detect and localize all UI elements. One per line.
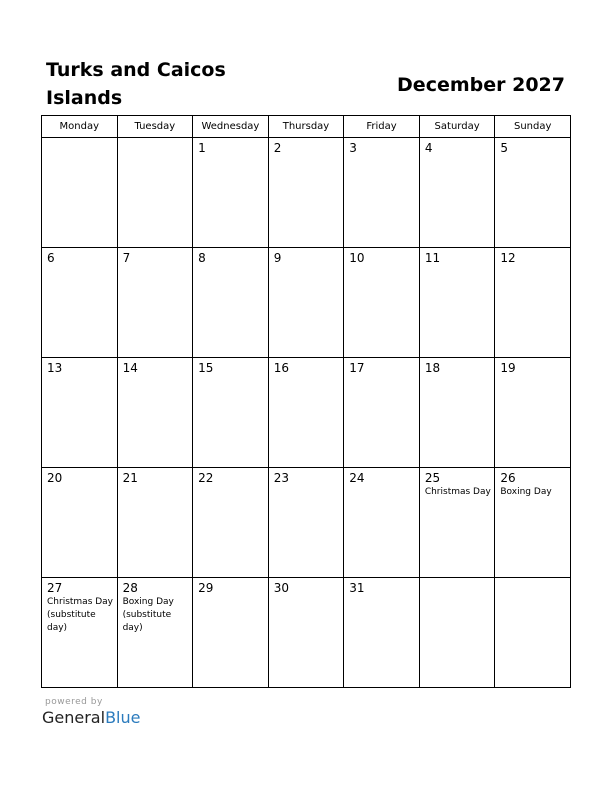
day-cell <box>117 468 193 578</box>
day-cell <box>344 138 420 248</box>
day-cell <box>193 578 269 688</box>
day-cell <box>268 248 344 358</box>
day-cell <box>193 248 269 358</box>
weekday-header-tuesday: Tuesday <box>117 116 193 138</box>
day-cell <box>419 358 495 468</box>
day-number: 14 <box>122 361 138 375</box>
day-cell <box>117 578 193 688</box>
day-cell <box>42 468 118 578</box>
weekday-header-sunday: Sunday <box>495 116 571 138</box>
month-year-title: December 2027 <box>397 74 565 96</box>
day-number: 26 <box>500 471 516 485</box>
day-cell <box>495 248 571 358</box>
day-number: 10 <box>349 251 365 265</box>
day-number: 8 <box>198 251 206 265</box>
logo-text-general: General <box>42 708 106 727</box>
day-cell <box>193 138 269 248</box>
weekday-header-saturday: Saturday <box>419 116 495 138</box>
day-number: 30 <box>273 581 289 595</box>
day-cell <box>268 358 344 468</box>
day-cell <box>42 248 118 358</box>
day-cell <box>268 468 344 578</box>
week-row <box>42 468 571 578</box>
day-number: 20 <box>47 471 63 485</box>
day-cell <box>42 578 118 688</box>
day-cell <box>344 578 420 688</box>
weekday-header-friday: Friday <box>344 116 420 138</box>
day-number <box>42 138 117 141</box>
day-number <box>420 578 495 581</box>
day-cell <box>344 248 420 358</box>
day-cell <box>42 138 118 248</box>
week-row <box>42 138 571 248</box>
day-number: 4 <box>424 141 433 155</box>
day-number: 19 <box>500 361 516 375</box>
day-cell <box>117 138 193 248</box>
day-cell <box>117 248 193 358</box>
day-cell <box>495 138 571 248</box>
day-number: 17 <box>349 361 365 375</box>
day-number: 5 <box>500 141 509 155</box>
country-title: Turks and Caicos Islands <box>46 59 226 109</box>
week-row <box>42 578 571 688</box>
weekday-header-monday: Monday <box>42 116 118 138</box>
day-cell <box>42 358 118 468</box>
day-number: 3 <box>349 141 357 155</box>
day-cell <box>419 468 495 578</box>
day-cell <box>193 468 269 578</box>
day-cell <box>419 138 495 248</box>
day-number: 31 <box>349 581 365 595</box>
day-number: 7 <box>122 251 131 265</box>
day-number: 9 <box>273 251 282 265</box>
holiday-label: Boxing Day <box>500 487 552 497</box>
day-number: 11 <box>424 251 441 265</box>
day-cell <box>495 578 571 688</box>
day-cell <box>268 578 344 688</box>
day-number: 24 <box>349 471 365 485</box>
holiday-label: Christmas Day <box>424 487 491 497</box>
day-cell <box>495 358 571 468</box>
weekday-header-thursday: Thursday <box>268 116 344 138</box>
day-number: 18 <box>424 361 441 375</box>
day-cell <box>495 468 571 578</box>
day-number: 2 <box>273 141 282 155</box>
calendar-grid <box>41 115 571 688</box>
day-number: 28 <box>122 581 138 595</box>
day-cell <box>419 578 495 688</box>
day-number: 15 <box>198 361 214 375</box>
day-number: 16 <box>273 361 289 375</box>
day-number: 6 <box>47 251 55 265</box>
day-number: 29 <box>198 581 214 595</box>
day-number: 27 <box>47 581 63 595</box>
day-cell <box>419 248 495 358</box>
day-number: 12 <box>500 251 516 265</box>
day-cell <box>117 358 193 468</box>
week-row <box>42 248 571 358</box>
week-row <box>42 358 571 468</box>
generalblue-logo <box>42 708 140 727</box>
day-number: 13 <box>47 361 63 375</box>
day-cell <box>268 138 344 248</box>
day-number: 1 <box>198 141 206 155</box>
day-cell <box>344 358 420 468</box>
day-number <box>118 138 193 141</box>
day-number: 25 <box>424 471 441 485</box>
day-number: 22 <box>198 471 214 485</box>
day-cell <box>193 358 269 468</box>
logo-text-blue: Blue <box>105 708 141 727</box>
day-number <box>495 578 570 581</box>
day-cell <box>344 468 420 578</box>
holiday-label: Boxing Day (substitute day) <box>122 597 174 633</box>
day-number: 23 <box>273 471 289 485</box>
holiday-label: Christmas Day (substitute day) <box>47 597 114 633</box>
weekday-header-wednesday: Wednesday <box>193 116 269 138</box>
powered-by-label: powered by <box>45 697 103 707</box>
day-number: 21 <box>122 471 138 485</box>
weekday-header-row <box>42 116 571 138</box>
